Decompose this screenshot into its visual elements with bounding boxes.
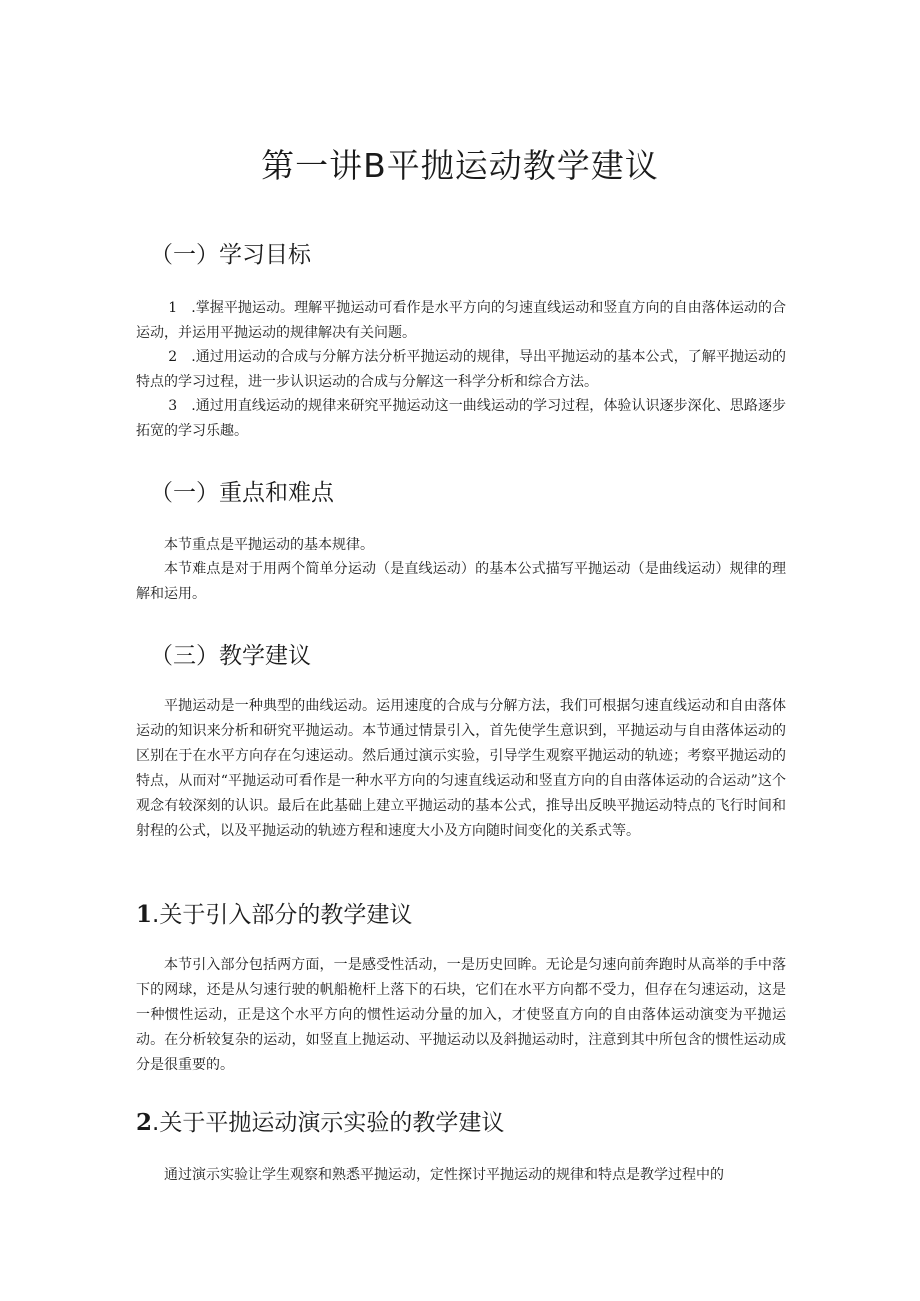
introduction-paragraph: 本节引入部分包括两方面，一是感受性活动，一是历史回眸。无论是匀速向前奔跑时从高举的手中落下的网球，还是从匀速行驶的帆船桅杆上落下的石块，它们在水平方向都不受力，但存在匀速运动，这是一种惯性运动，正是这个水平方向的惯性运动分量的加入，才使竖直方向的自由落体运动演变为平抛运动。在分析较复杂的运动，如竖直上抛运动、平抛运动以及斜抛运动时，注意到其中所包含的惯性运动成分是很重要的。 <box>136 957 786 1073</box>
objective-item-3: 3 .通过用直线运动的规律来研究平抛运动这一曲线运动的学习过程，体验认识逐步深化、思路逐步拓宽的学习乐趣。 <box>136 398 786 439</box>
subsection-heading-introduction <box>136 896 412 929</box>
page-title: 第一讲B平抛运动教学建议 <box>261 146 659 185</box>
objective-item-1: 1 .掌握平抛运动。理解平抛运动可看作是水平方向的匀速直线运动和竖直方向的自由落体运动的合运动，并运用平抛运动的规律解决有关问题。 <box>136 300 786 341</box>
subsection-title: .关于平抛运动演示实验的教学建议 <box>152 1110 505 1136</box>
demonstration-paragraph: 通过演示实验让学生观察和熟悉平抛运动，定性探讨平抛运动的规律和特点是教学过程中的 <box>164 1167 724 1183</box>
section-heading-key-points: （一）重点和难点 <box>150 480 334 506</box>
subsection-heading-demonstration <box>136 1104 504 1137</box>
subsection-title: .关于引入部分的教学建议 <box>152 902 413 928</box>
difficulty-paragraph: 本节难点是对于用两个简单分运动（是直线运动）的基本公式描写平抛运动（是曲线运动）规律的理解和运用。 <box>136 561 786 602</box>
subsection-number: 1 <box>136 901 153 928</box>
suggestions-paragraph: 平抛运动是一种典型的曲线运动。运用速度的合成与分解方法，我们可根据匀速直线运动和自由落体运动的知识来分析和研究平抛运动。本节通过情景引入，首先使学生意识到，平抛运动与自由落体运动的区别在于在水平方向存在匀速运动。然后通过演示实验，引导学生观察平抛运动的轨迹；考察平抛运动的特点，从而对“平抛运动可看作是一种水平方向的匀速直线运动和竖直方向的自由落体运动的合运动”这个观念有较深刻的认识。最后在此基础上建立平抛运动的基本公式，推导出反映平抛运动特点的飞行时间和射程的公式，以及平抛运动的轨迹方程和速度大小及方向随时间变化的关系式等。 <box>136 698 786 839</box>
subsection-number: 2 <box>136 1109 153 1136</box>
key-point-paragraph: 本节重点是平抛运动的基本规律。 <box>164 537 374 553</box>
objective-item-2: 2 .通过用运动的合成与分解方法分析平抛运动的规律，导出平抛运动的基本公式，了解平抛运动的特点的学习过程，进一步认识运动的合成与分解这一科学分析和综合方法。 <box>136 349 786 390</box>
section-heading-objectives: （一）学习目标 <box>150 242 311 268</box>
section-heading-suggestions: （三）教学建议 <box>150 643 311 669</box>
